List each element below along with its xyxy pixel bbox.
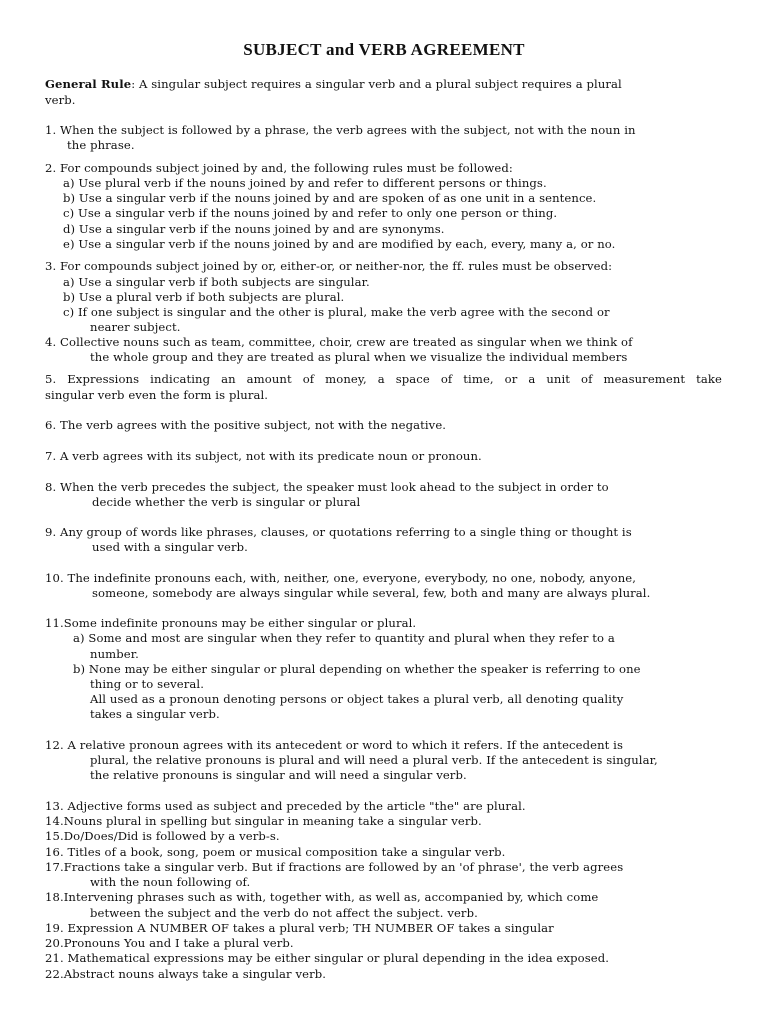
rule-11-item-b-line-2: thing or to several. — [90, 677, 205, 691]
rule-4-line-2: the whole group and they are treated as plural when we visualize the individual members — [90, 350, 628, 364]
rule-1-line-1: 1. When the subject is followed by a phrase, the verb agrees with the subject, not with the noun in — [45, 123, 636, 137]
rule-3-item-c-line-2: nearer subject. — [90, 320, 181, 334]
rule-2-item-c: c) Use a singular verb if the nouns joined by and refer to only one person or thing. — [63, 206, 558, 220]
rule-11-heading: 11.Some indefinite pronouns may be either singular or plural. — [45, 616, 417, 630]
rule-12-line-1: 12. A relative pronoun agrees with its antecedent or word to which it refers. If the antecedent is — [45, 738, 624, 752]
rule-17-line-1: 17.Fractions take a singular verb. But if fractions are followed by an 'of phrase', the verb agrees — [45, 860, 624, 874]
rule-10-line-2: someone, somebody are always singular while several, few, both and many are always plural. — [92, 586, 651, 600]
rule-11-item-b-line-1: b) None may be either singular or plural depending on whether the speaker is referring to one — [73, 662, 641, 676]
rule-16: 16. Titles of a book, song, poem or musical composition take a singular verb. — [45, 845, 506, 859]
rule-8-line-2: decide whether the verb is singular or plural — [92, 495, 361, 509]
rule-21: 21. Mathematical expressions may be either singular or plural depending in the idea exposed. — [45, 951, 610, 965]
rule-4-line-1: 4. Collective nouns such as team, committee, choir, crew are treated as singular when we think of — [45, 335, 633, 349]
general-rule-label: General Rule — [45, 77, 132, 91]
rule-14: 14.Nouns plural in spelling but singular in meaning take a singular verb. — [45, 814, 482, 828]
rule-19: 19. Expression A NUMBER OF takes a plural verb; TH NUMBER OF takes a singular — [45, 921, 554, 935]
rule-12-line-2: plural, the relative pronouns is plural and will need a plural verb. If the antecedent is singular, — [90, 753, 658, 767]
general-rule-line-1 — [45, 77, 622, 92]
rule-3-item-c-line-1: c) If one subject is singular and the other is plural, make the verb agree with the second or — [63, 305, 610, 319]
rule-10-line-1: 10. The indefinite pronouns each, with, neither, one, everyone, everybody, no one, nobody, anyone, — [45, 571, 637, 585]
rule-22: 22.Abstract nouns always take a singular verb. — [45, 967, 327, 981]
rule-8-line-1: 8. When the verb precedes the subject, the speaker must look ahead to the subject in order to — [45, 480, 609, 494]
rule-11-item-a-line-1: a) Some and most are singular when they refer to quantity and plural when they refer to a — [73, 631, 615, 645]
rule-2-item-e: e) Use a singular verb if the nouns joined by and are modified by each, every, many a, or no. — [63, 237, 616, 251]
rule-20: 20.Pronouns You and I take a plural verb. — [45, 936, 294, 950]
rule-3-item-b: b) Use a plural verb if both subjects are plural. — [63, 290, 345, 304]
rule-15: 15.Do/Does/Did is followed by a verb-s. — [45, 829, 280, 843]
rule-11-item-a-line-2: number. — [90, 647, 139, 661]
rule-2-item-a: a) Use plural verb if the nouns joined by and refer to different persons or things. — [63, 176, 547, 190]
rule-18-line-1: 18.Intervening phrases such as with, together with, as well as, accompanied by, which come — [45, 890, 599, 904]
page-title: SUBJECT and VERB AGREEMENT — [243, 40, 525, 59]
general-rule-text: : A singular subject requires a singular verb and a plural subject requires a plural — [131, 77, 622, 91]
rule-12-line-3: the relative pronouns is singular and will need a singular verb. — [90, 768, 467, 782]
rule-2-heading: 2. For compounds subject joined by and, the following rules must be followed: — [45, 161, 513, 175]
rule-17-line-2: with the noun following of. — [90, 875, 251, 889]
general-rule-line-2: verb. — [45, 93, 76, 107]
rule-11-item-b-line-4: takes a singular verb. — [90, 707, 220, 721]
rule-18-line-2: between the subject and the verb do not affect the subject. verb. — [90, 906, 478, 920]
rule-9-line-1: 9. Any group of words like phrases, clauses, or quotations referring to a single thing or thought is — [45, 525, 632, 539]
rule-1-line-2: the phrase. — [67, 138, 135, 152]
rule-5-line-2: singular verb even the form is plural. — [45, 388, 269, 402]
rule-13: 13. Adjective forms used as subject and preceded by the article "the" are plural. — [45, 799, 526, 813]
rule-6: 6. The verb agrees with the positive subject, not with the negative. — [45, 418, 447, 432]
rule-5-line-1: 5. Expressions indicating an amount of money, a space of time, or a unit of measurement take — [45, 372, 722, 386]
rule-3-heading: 3. For compounds subject joined by or, either-or, or neither-nor, the ff. rules must be observed: — [45, 259, 613, 273]
rule-2-item-d: d) Use a singular verb if the nouns joined by and are synonyms. — [63, 222, 445, 236]
rule-2-item-b: b) Use a singular verb if the nouns joined by and are spoken of as one unit in a sentence. — [63, 191, 597, 205]
rule-7: 7. A verb agrees with its subject, not with its predicate noun or pronoun. — [45, 449, 482, 463]
rule-11-item-b-line-3: All used as a pronoun denoting persons or object takes a plural verb, all denoting quality — [90, 692, 624, 706]
rule-9-line-2: used with a singular verb. — [92, 540, 248, 554]
rule-3-item-a: a) Use a singular verb if both subjects are singular. — [63, 275, 370, 289]
